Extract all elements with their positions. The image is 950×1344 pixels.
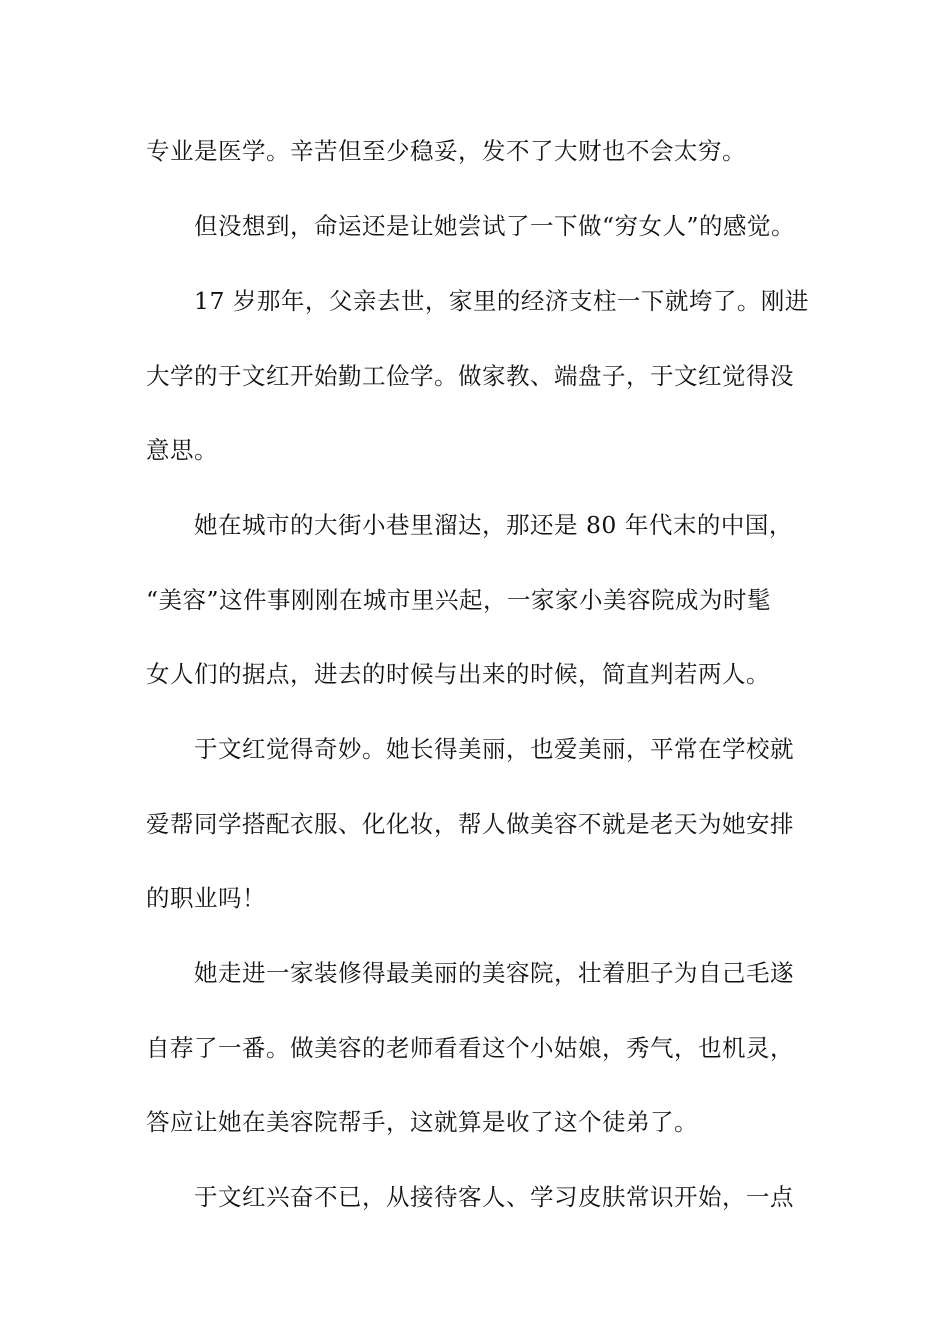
text-line: 她在城市的大街小巷里溜达，那还是 80 年代末的中国， [194,511,793,539]
text-line: 专业是医学。辛苦但至少稳妥，发不了大财也不会太穷。 [146,137,746,165]
text-line: “美容”这件事刚刚在城市里兴起，一家家小美容院成为时髦 [146,586,772,614]
text-line: 17 岁那年，父亲去世，家里的经济支柱一下就垮了。刚进 [194,287,809,315]
text-line: 的职业吗！ [146,884,266,912]
text-line: 答应让她在美容院帮手，这就算是收了这个徒弟了。 [146,1108,698,1136]
text-line: 于文红兴奋不已，从接待客人、学习皮肤常识开始，一点 [194,1183,794,1211]
text-line: 意思。 [146,436,218,464]
text-line: 女人们的据点，进去的时候与出来的时候，简直判若两人。 [146,660,770,688]
text-line: 大学的于文红开始勤工俭学。做家教、端盘子，于文红觉得没 [146,362,794,390]
text-line: 自荐了一番。做美容的老师看看这个小姑娘，秀气，也机灵， [146,1034,794,1062]
text-line: 她走进一家装修得最美丽的美容院，壮着胆子为自己毛遂 [194,959,794,987]
text-line: 于文红觉得奇妙。她长得美丽，也爱美丽，平常在学校就 [194,735,794,763]
text-line: 爱帮同学搭配衣服、化化妆，帮人做美容不就是老天为她安排 [146,810,794,838]
text-line: 但没想到，命运还是让她尝试了一下做“穷女人”的感觉。 [194,212,796,240]
